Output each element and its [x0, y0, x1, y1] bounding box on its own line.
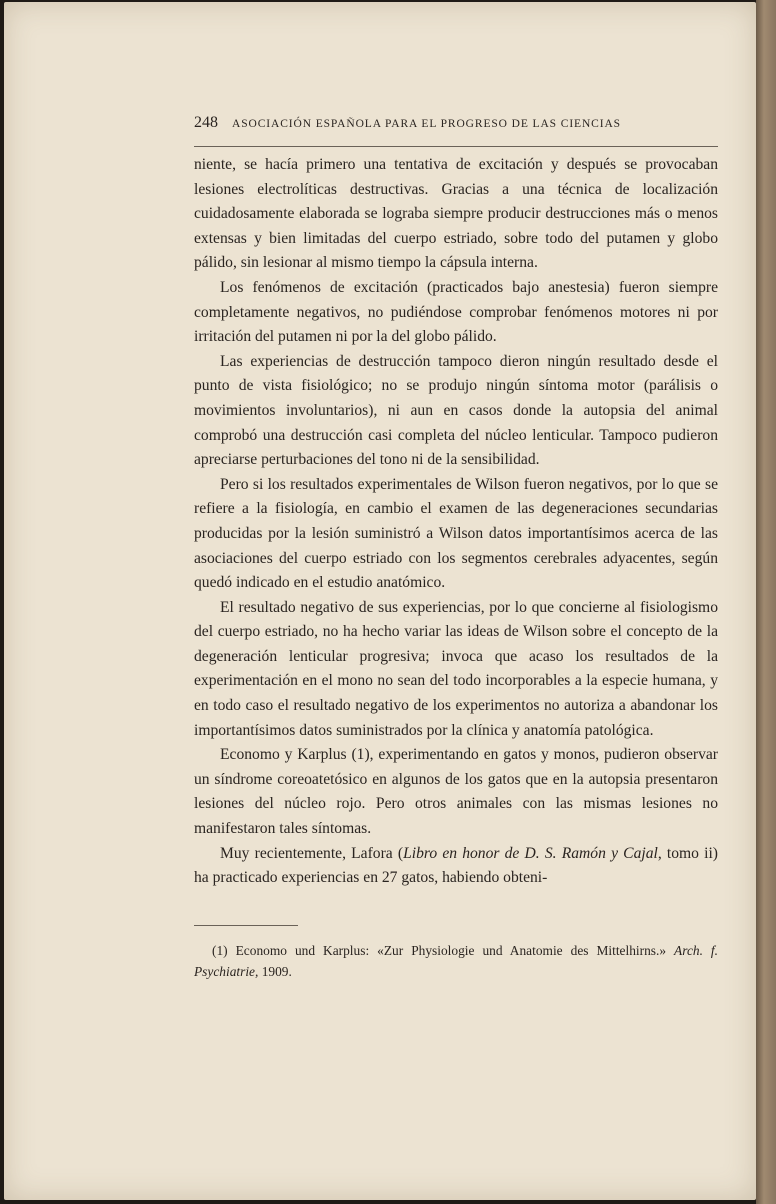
text-block: [194, 114, 718, 982]
footnote-divider: [194, 925, 298, 926]
page-number: 248: [194, 114, 218, 131]
book-title: Libro en honor de D. S. Ramón y Cajal: [403, 844, 658, 862]
body-text: [194, 153, 718, 891]
paragraph-3: Las experiencias de destrucción tampoco dieron ningún resultado desde el punto de vista fisiológico; no se produjo ningún síntoma motor (parálisis o movimientos involuntarios), ni aun en casos donde la autopsia del animal comprobó una destrucción casi completa del núcleo lenticular. Tampoco pudieron apreciarse perturbaciones del tono ni de la sensibilidad.: [194, 352, 718, 469]
paragraph-2: Los fenómenos de excitación (practicados bajo anestesia) fueron siempre completamente negativos, no pudiéndose comprobar fenómenos motores ni por irritación del putamen ni por la del globo pálido.: [194, 278, 718, 346]
paragraph-6: Economo y Karplus (1), experimentando en gatos y monos, pudieron observar un síndrome coreoatetósico en algunos de los gatos que en la autopsia presentaron lesiones del núcleo rojo. Pero otros animales con las mismas lesiones no manifestaron tales síntomas.: [194, 746, 718, 838]
book-page: [4, 2, 756, 1200]
footnote-end: 1909.: [258, 963, 292, 979]
footnote-start: (1) Economo und Karplus: «Zur Physiologie und Anatomie des Mittelhirns.»: [212, 942, 675, 958]
footnote: [194, 940, 718, 982]
page-header: [194, 114, 718, 147]
paragraph-4: Pero si los resultados experimentales de Wilson fueron negativos, por lo que se refiere a la fisiología, en cambio el examen de las degeneraciones secundarias producidas por la lesión suministró a Wilson datos importantísimos acerca de las asociaciones del cuerpo estriado con los segmentos cerebrales adyacentes, según quedó indicado en el estudio anatómico.: [194, 475, 718, 592]
book-spine-edge: [756, 0, 776, 1204]
running-head: ASOCIACIÓN ESPAÑOLA PARA EL PROGRESO DE LAS CIENCIAS: [232, 118, 621, 130]
paragraph-7: [194, 842, 718, 891]
paragraph-5: El resultado negativo de sus experiencias, por lo que concierne al fisiologismo del cuerpo estriado, no ha hecho variar las ideas de Wilson sobre el concepto de la degeneración lenticular progresiva; invoca que acaso los resultados de la experimentación en el mono no sean del todo incorporables a la especie humana, y en todo caso el resultado negativo de los experimentos no autoriza a abandonar los importantísimos datos suministrados por la clínica y anatomía patológica.: [194, 598, 718, 739]
paragraph-7-end: , tomo ii) ha practicado experiencias en 27 gatos, habiendo obteni-: [194, 844, 718, 887]
paragraph-1: niente, se hacía primero una tentativa de excitación y después se provocaban lesiones electrolíticas destructivas. Gracias a una técnica de localización cuidadosamente elaborada se lograba siempre producir destrucciones más o menos extensas y bien limitadas del cuerpo estriado, sobre todo del putamen y globo pálido, sin lesionar al mismo tiempo la cápsula interna.: [194, 156, 718, 272]
paragraph-7-start: Muy recientemente, Lafora (: [220, 844, 404, 862]
journal-title: Arch. f. Psychiatrie,: [194, 942, 719, 979]
